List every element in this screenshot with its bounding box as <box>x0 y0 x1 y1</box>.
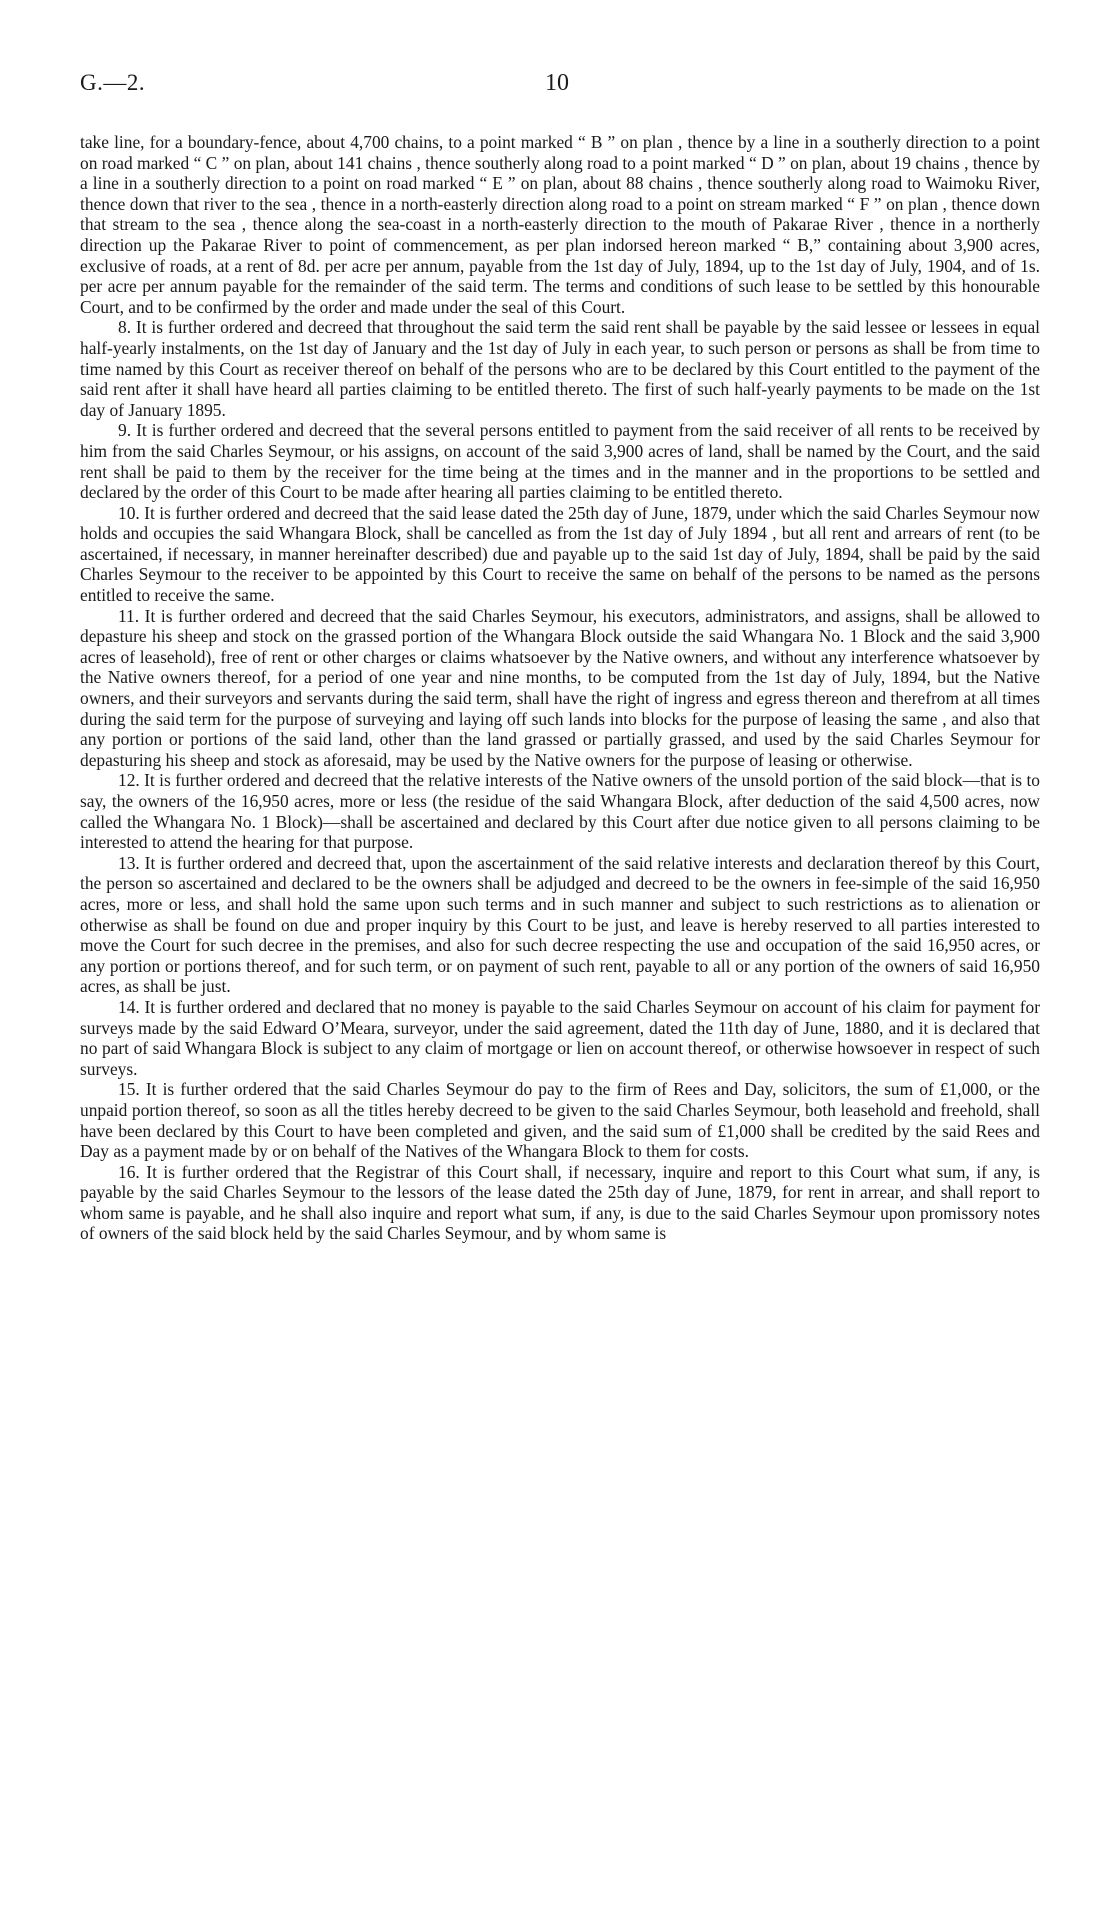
paragraph-13: 13. It is further ordered and decreed that, upon the ascertainment of the said relative interests and declaration thereof by this Court, the person so ascertained and declared to be the owners shall be adjudged and decreed to be the owners in fee-simple of the said 16,950 acres, more or less, and shall hold the same upon such terms and in such manner and subject to such restrictions as to alienation or otherwise as shall be found on due and proper inquiry by this Court to be just, and leave is hereby reserved to all parties interested to move the Court for such decree in the premises, and also for such decree respecting the use and occupation of the said 16,950 acres, or any portion or portions thereof, and for such term, or on payment of such rent, payable to all or any portion of the owners of said 16,950 acres, as shall be just. <box>80 852 1040 997</box>
paragraph-8: 8. It is further ordered and decreed that throughout the said term the said rent shall be payable by the said lessee or lessees in equal half-yearly instalments, on the 1st day of January and the 1st day of July in each year, to such person or persons as shall be from time to time named by this Court as receiver thereof on behalf of the persons who are to be declared by this Court entitled to the payment of the said rent after it shall have heard all parties claiming to be entitled thereto. The first of such half-yearly payments to be made on the 1st day of January 1895. <box>80 317 1040 420</box>
paragraph-continuation: take line, for a boundary-fence, about 4,700 chains, to a point marked “ B ” on plan , thence by a line in a southerly direction to a point on road marked “ C ” on plan, about 141 chains , thence southerly along road to a point marked “ D ” on plan, about 19 chains , thence by a line in a southerly direction to a point on road marked “ E ” on plan, about 88 chains , thence southerly along road to Waimoku River, thence down that river to the sea , thence in a north-easterly direction along road to a point on stream marked “ F ” on plan , thence down that stream to the sea , thence along the sea-coast in a north-easterly direction to the mouth of Pakarae River , thence in a northerly direction up the Pakarae River to point of commencement, as per plan indorsed hereon marked “ B,” containing about 3,900 acres, exclusive of roads, at a rent of 8d. per acre per annum, payable from the 1st day of July, 1894, up to the 1st day of July, 1904, and of 1s. per acre per annum payable for the remainder of the said term. The terms and conditions of such lease to be settled by this honourable Court, and to be confirmed by the order and made under the seal of this Court. <box>80 132 1040 317</box>
paragraph-16: 16. It is further ordered that the Registrar of this Court shall, if necessary, inquire and report to this Court what sum, if any, is payable by the said Charles Seymour to the lessors of the lease dated the 25th day of June, 1879, for rent in arrear, and shall report to whom same is payable, and he shall also inquire and report what sum, if any, is due to the said Charles Seymour upon promissory notes of owners of the said block held by the said Charles Seymour, and by whom same is <box>80 1161 1040 1244</box>
paragraph-15: 15. It is further ordered that the said Charles Seymour do pay to the firm of Rees and Day, solicitors, the sum of £1,000, or the unpaid portion thereof, so soon as all the titles hereby decreed to be given to the said Charles Seymour, both leasehold and freehold, shall have been declared by this Court to have been completed and given, and the said sum of £1,000 shall be credited by the said Rees and Day as a payment made by or on behalf of the Natives of the Whangara Block to them for costs. <box>80 1079 1040 1162</box>
paragraph-11: 11. It is further ordered and decreed that the said Charles Seymour, his executors, administrators, and assigns, shall be allowed to depasture his sheep and stock on the grassed portion of the Whangara Block outside the said Whangara No. 1 Block and the said 3,900 acres of leasehold), free of rent or other charges or claims whatsoever by the Native owners, and without any interference whatsoever by the Native owners thereof, for a period of one year and nine months, to be computed from the 1st day of July, 1894, but the Native owners, and their surveyors and servants during the said term, shall have the right of ingress and egress thereon and therefrom at all times during the said term for the purpose of surveying and laying off such lands into blocks for the purpose of leasing the same , and also that any portion or portions of the said land, other than the land grassed or partially grassed, and used by the said Charles Seymour for depasturing his sheep and stock as aforesaid, may be used by the Native owners for the purpose of leasing or otherwise. <box>80 605 1040 770</box>
paragraph-14: 14. It is further ordered and declared that no money is payable to the said Charles Seymour on account of his claim for payment for surveys made by the said Edward O’Meara, surveyor, under the said agreement, dated the 11th day of June, 1880, and it is declared that no part of said Whangara Block is subject to any claim of mortgage or lien on account thereof, or otherwise howsoever in respect of such surveys. <box>80 996 1040 1079</box>
paragraph-10: 10. It is further ordered and decreed that the said lease dated the 25th day of June, 1879, under which the said Charles Seymour now holds and occupies the said Whangara Block, shall be cancelled as from the 1st day of July 1894 , but all rent and arrears of rent (to be ascertained, if necessary, in manner hereinafter described) due and payable up to the said 1st day of July, 1894, shall be paid by the said Charles Seymour to the receiver to be appointed by this Court to receive the same on behalf of the persons to be named as the persons entitled to receive the same. <box>80 502 1040 606</box>
page-number: 10 <box>545 70 569 96</box>
page-header <box>80 70 1040 110</box>
document-reference: G.—2. <box>80 70 146 95</box>
paragraph-9: 9. It is further ordered and decreed that the several persons entitled to payment from the said receiver of all rents to be received by him from the said Charles Seymour, or his assigns, on account of the said 3,900 acres of land, shall be named by the Court, and the said rent shall be paid to them by the receiver for the time being at the times and in the manner and in the proportions to be settled and declared by the order of this Court to be made after hearing all parties claiming to be entitled thereto. <box>80 420 1040 503</box>
body-text <box>80 132 1040 1244</box>
paragraph-12: 12. It is further ordered and decreed that the relative interests of the Native owners of the unsold portion of the said block—that is to say, the owners of the 16,950 acres, more or less (the residue of the said Whangara Block, after deduction of the said 4,500 acres, now called the Whangara No. 1 Block)—shall be ascertained and declared by this Court after due notice given to all persons claiming to be interested to attend the hearing for that purpose. <box>80 770 1040 853</box>
